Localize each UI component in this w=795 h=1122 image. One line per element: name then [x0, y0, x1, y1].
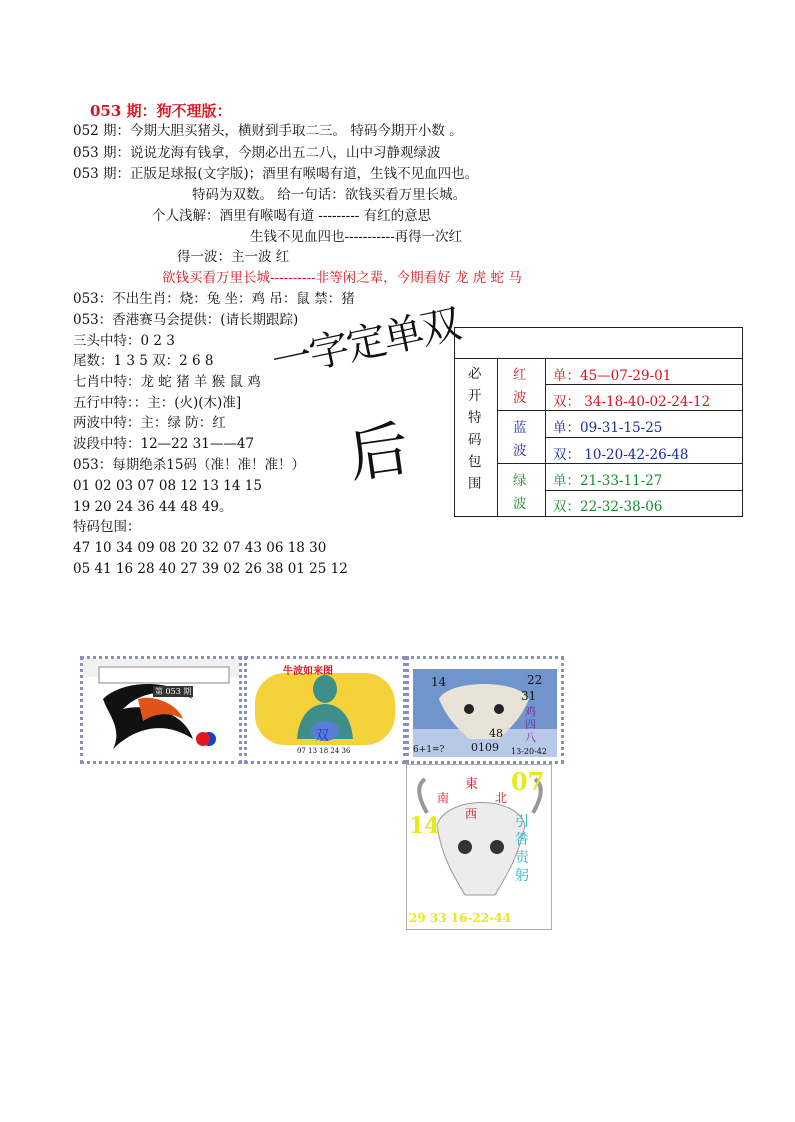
text-line-red-hint: 欲钱买看万里长城----------非等闲之辈，今期看好 龙 虎 蛇 马 [162, 270, 522, 286]
thumb4-big-left: 14 [409, 813, 440, 839]
thumbnail-dragon-flame[interactable] [80, 656, 242, 764]
text-line-tails: 尾数：1 3 5 双：2 6 8 [73, 353, 214, 369]
green-odd-row: 单：21-33-11-27 [553, 473, 663, 489]
text-line-heads: 三头中特：0 2 3 [73, 333, 175, 349]
table-divider [497, 358, 498, 516]
text-line-surround-1: 47 10 34 09 08 20 32 07 43 06 18 30 [73, 540, 327, 556]
calligraphy-line1: 一字定单双 [266, 292, 464, 387]
side-label-char: 必 [468, 366, 482, 382]
wave-label-red: 波 [513, 390, 527, 406]
thumb3-side: 八 [525, 731, 536, 744]
wave-label-blue: 蓝 [513, 420, 527, 436]
thumb4-north: 北 [495, 791, 508, 805]
text-line-hint: 特码为双数。 给一句话：欲钱买看万里长城。 [192, 187, 467, 203]
thumb4-east: 東 [465, 777, 479, 792]
wave-label-blue: 波 [513, 443, 527, 459]
thumb1-caption: 第 053 期 [155, 687, 192, 696]
text-line-053-b: 053 期：正版足球报(文字版)；酒里有喉喝有道，生钱不见血四也。 [73, 166, 479, 182]
green-even-row: 双：22-32-38-06 [553, 499, 663, 515]
side-label-char: 开 [468, 388, 482, 404]
text-line-surround-label: 特码包围： [73, 519, 141, 535]
thumb3-num: 13-20-42 [511, 747, 547, 756]
wave-label-red: 红 [513, 367, 527, 383]
text-line-wave: 得一波：主一波 红 [177, 249, 290, 265]
side-label-char: 包 [468, 454, 482, 470]
page-title: 053 期：狗不理版： [90, 102, 232, 120]
thumb3-side: 鸡 [525, 705, 536, 718]
blue-odd-row: 单：09-31-15-25 [553, 420, 663, 436]
thumb4-side: 躬 [515, 868, 529, 884]
text-line-052: 052 期：今期大胆买猪头，横财到手取二三。 特码今期开小数 。 [73, 123, 463, 139]
table-divider [545, 490, 742, 491]
thumb3-side: 四 [525, 718, 536, 731]
thumbnail-skull-sky[interactable] [406, 656, 564, 764]
text-line-seven-zodiac: 七肖中特：龙 蛇 猪 羊 猴 鼠 鸡 [73, 374, 261, 390]
table-divider [545, 384, 742, 385]
thumb3-num: 31 [521, 689, 537, 703]
table-divider [455, 358, 742, 359]
wave-label-green: 绿 [513, 473, 527, 489]
thumb3-num: 48 [489, 727, 503, 740]
thumb4-side: 咎 [515, 832, 529, 848]
table-divider [497, 463, 742, 464]
thumb4-south: 南 [437, 791, 450, 805]
text-line-zodiac: 053：不出生肖：烧：兔 坐：鸡 吊：鼠 禁：猪 [73, 291, 355, 307]
thumb4-side: 引 [515, 814, 529, 830]
text-line-kill15: 053：每期绝杀15码（准！准！准！） [73, 457, 305, 473]
table-divider [545, 437, 742, 438]
text-line-two-waves: 两波中特：主：绿 防：红 [73, 415, 226, 431]
calligraphy-line2: 后 [344, 414, 414, 492]
thumbnail-buddha[interactable] [244, 656, 406, 764]
side-label-char: 码 [468, 432, 482, 448]
text-line-interpret: 个人浅解：酒里有喉喝有道 --------- 有红的意思 [152, 208, 432, 224]
text-line-wave-range: 波段中特：12—22 31——47 [73, 436, 255, 452]
side-label-char: 特 [468, 410, 482, 426]
table-divider [497, 410, 742, 411]
red-even-row: 双： 34-18-40-02-24-12 [553, 394, 711, 410]
thumb4-big-right: 07 [511, 767, 545, 796]
text-line-hkjc: 053：香港赛马会提供：(请长期跟踪) [73, 312, 299, 328]
special-code-table [454, 327, 743, 517]
wave-label-green: 波 [513, 496, 527, 512]
thumb4-bottom: 29 33 16-22-44 [409, 911, 511, 925]
text-line-kill-nums-1: 01 02 03 07 08 12 13 14 15 [73, 478, 262, 494]
side-label-char: 围 [468, 476, 482, 492]
thumb3-num: 6+1=? [413, 745, 445, 755]
thumb2-header: 牛波如来图 [283, 666, 333, 677]
thumb3-num: 0109 [471, 741, 499, 754]
text-line-five-elements: 五行中特：：主：(火)(木)准] [73, 395, 242, 411]
thumb4-side: 责 [515, 850, 529, 866]
red-odd-row: 单：45—07-29-01 [553, 368, 672, 384]
text-line-053-a: 053 期：说说龙海有钱拿，今期必出五二八，山中习静观绿波 [73, 145, 441, 161]
text-line-surround-2: 05 41 16 28 40 27 39 02 26 38 01 25 12 [73, 561, 348, 577]
thumb3-num: 14 [431, 675, 447, 689]
blue-even-row: 双： 10-20-42-26-48 [553, 447, 689, 463]
thumb2-badge: 双 [315, 728, 329, 744]
thumbnail-skull-directions[interactable] [406, 764, 552, 930]
thumb2-numbers: 07 13 18 24 36 [297, 747, 351, 755]
thumb3-num: 22 [527, 673, 543, 687]
text-line-kill-nums-2: 19 20 24 36 44 48 49。 [73, 499, 233, 515]
text-line-interpret-2: 生钱不见血四也-----------再得一次红 [250, 229, 463, 245]
thumb4-west: 西 [465, 807, 478, 821]
flame-swirl-icon [83, 659, 239, 761]
